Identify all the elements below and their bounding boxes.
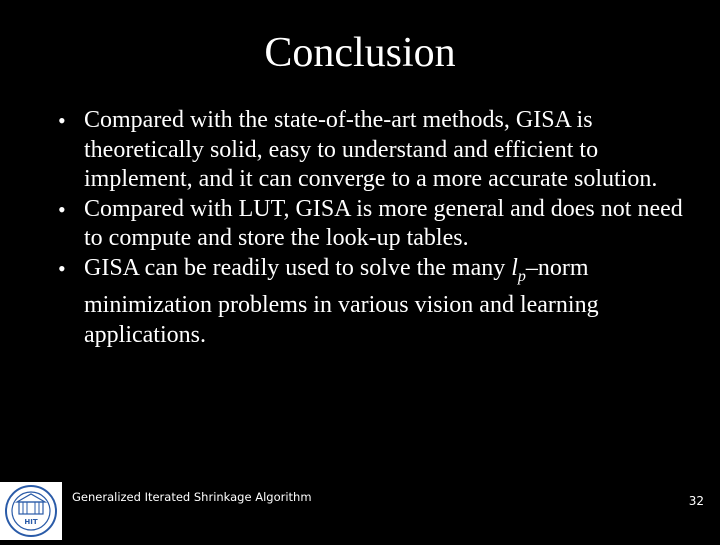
bullet-item [58, 254, 698, 351]
bullet-text-after: –norm minimization problems in various vision and learning applications. [84, 254, 599, 348]
slide-title: Conclusion [264, 30, 456, 76]
footer-bar [0, 478, 720, 540]
logo-text: HIT [24, 518, 38, 526]
logo-svg [0, 482, 62, 540]
bullet-item [58, 195, 698, 254]
bullet-text-before: GISA can be readily used to solve the many [84, 254, 512, 281]
bullet-list [58, 106, 698, 350]
math-subscript: p [517, 267, 526, 285]
bullet-item [58, 106, 698, 195]
bullet-icon: • [58, 255, 66, 281]
bullet-text [84, 255, 599, 348]
footer-title: Generalized Iterated Shrinkage Algorithm [72, 490, 312, 504]
bullet-icon: • [58, 196, 66, 222]
bullet-icon: • [58, 108, 66, 133]
bullet-text: Compared with the state-of-the-art methods, GISA is theoretically solid, easy to understand and efficient to implement, and it can converge to a more accurate solution. [84, 107, 658, 192]
bullet-text: Compared with LUT, GISA is more general and does not need to compute and store the look-up tables. [84, 195, 683, 251]
page-number: 32 [688, 494, 704, 508]
math-variable: l [511, 254, 518, 281]
university-seal-icon [0, 482, 62, 540]
